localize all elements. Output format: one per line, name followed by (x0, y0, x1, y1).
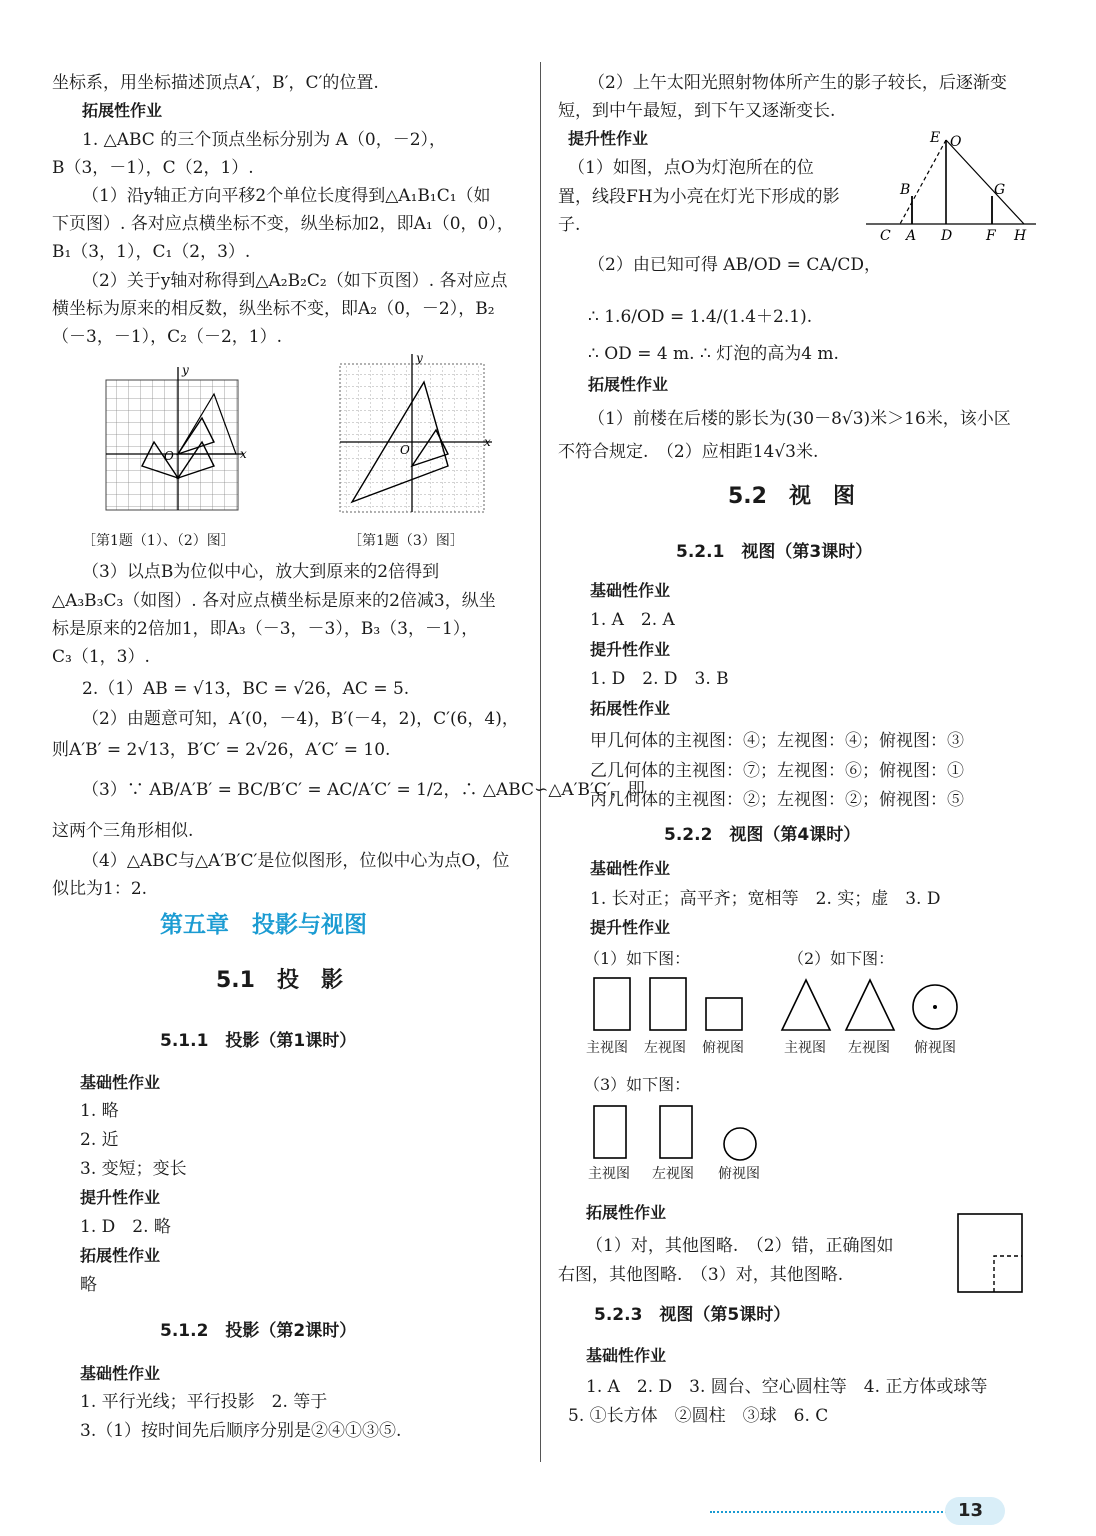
subsection-title: 5.2.3 视图（第5课时） (594, 1305, 791, 1325)
answer-line: 1. 平行光线；平行投影 2. 等于 (80, 1392, 328, 1412)
label-D: D (941, 228, 953, 244)
label-x: x (484, 435, 491, 449)
section-title: 5.1 投 影 (216, 968, 343, 993)
heading-improve: 提升性作业 (590, 640, 671, 659)
answer-line: 5. ①长方体 ②圆柱 ③球 6. C (568, 1406, 829, 1426)
answer-line: （2）如下图： (788, 949, 895, 968)
text-line: （4）△ABC与△A′B′C′是位似图形，位似中心为点O，位 (82, 851, 510, 871)
label-O: O (950, 134, 962, 150)
correct-view-figure (954, 1210, 1026, 1296)
text-line: （2）关于y轴对称得到△A₂B₂C₂（如下页图）. 各对应点 (82, 271, 508, 291)
answer-line: （1）对，其他图略. （2）错，正确图如 (586, 1236, 894, 1256)
grid-figure-1 (104, 362, 249, 512)
section-title: 5.2 视 图 (728, 484, 855, 509)
subsection-title: 5.2.2 视图（第4课时） (664, 825, 861, 845)
text-line: ∴ 1.6/OD = 1.4/(1.4＋2.1). (588, 307, 813, 327)
label-A: A (906, 228, 917, 244)
heading-basic: 基础性作业 (586, 1346, 667, 1365)
view-label: 主视图 (784, 1040, 826, 1056)
text-line: （1）如图，点O为灯泡所在的位 (568, 158, 814, 178)
answer-line: 1. A 2. D 3. 圆台、空心圆柱等 4. 正方体或球等 (586, 1377, 988, 1397)
answer-line: 1. D 2. 略 (80, 1217, 171, 1237)
text-line: 短，到中午最短，到下午又逐渐变长. (558, 101, 836, 121)
label-H: H (1014, 228, 1027, 244)
text-line: 这两个三角形相似. (52, 821, 194, 841)
text-line: （2）上午太阳光照射物体所产生的影子较长，后逐渐变 (588, 73, 1007, 93)
heading-improve: 提升性作业 (568, 129, 649, 148)
text-line: 不符合规定. （2）应相距14√3米. (558, 442, 819, 462)
text-line: 坐标系，用坐标描述顶点A′，B′，C′的位置. (52, 73, 379, 93)
label-G: G (994, 182, 1006, 198)
text-line: 横坐标为原来的相反数，纵坐标不变，即A₂（0，－2），B₂ (52, 299, 495, 319)
text-line: （3）以点B为位似中心，放大到原来的2倍得到 (82, 562, 440, 582)
figure-caption: ［第1题（3）图］ (348, 533, 464, 549)
text-line: ∴ OD = 4 m. ∴ 灯泡的高为4 m. (588, 344, 839, 364)
text-line: 似比为1：2. (52, 879, 148, 899)
text-line: 标是原来的2倍加1，即A₃（－3，－3），B₃（3，－1）， (52, 619, 479, 639)
text-line: （3）∵ AB/A′B′ = BC/B′C′ = AC/A′C′ = 1/2，∴ △ABC∽△A′B′C′，即 (82, 780, 645, 800)
subsection-title: 5.2.1 视图（第3课时） (676, 542, 873, 562)
answer-line: 3.（1）按时间先后顺序分别是②④①③⑤. (80, 1421, 402, 1441)
answer-line: 1. 略 (80, 1101, 119, 1121)
heading-basic: 基础性作业 (590, 859, 671, 878)
heading-extension: 拓展性作业 (590, 699, 671, 718)
lamp-shadow-diagram (866, 126, 1042, 244)
view-label: 俯视图 (914, 1040, 956, 1056)
text-line: C₃（1，3）. (52, 647, 150, 667)
label-F: F (986, 228, 996, 244)
answer-line: 1. 长对正；高平齐；宽相等 2. 实；虚 3. D (590, 889, 941, 909)
heading-basic: 基础性作业 (80, 1073, 161, 1092)
answer-line: 乙几何体的主视图：⑦；左视图：⑥；俯视图：① (590, 761, 964, 781)
text-line: 下页图）. 各对应点横坐标不变，纵坐标加2，即A₁（0，0）， (52, 214, 514, 234)
text-line: 子. (558, 215, 581, 235)
label-x: x (240, 447, 247, 461)
answer-line: 1. D 2. D 3. B (590, 669, 729, 689)
subsection-title: 5.1.1 投影（第1课时） (160, 1031, 357, 1051)
text-line: （2）由题意可知，A′(0，－4)，B′(－4，2)，C′(6，4)， (82, 709, 519, 729)
answer-line: 2. 近 (80, 1130, 119, 1150)
footer-dotted-line (710, 1511, 950, 1513)
label-B: B (900, 182, 911, 198)
view-label: 俯视图 (702, 1040, 744, 1056)
answer-line: 1. A 2. A (590, 610, 675, 630)
views-figure-3 (586, 1100, 786, 1162)
answer-line: 3. 变短；变长 (80, 1159, 187, 1179)
answer-line: 右图，其他图略. （3）对，其他图略. (558, 1265, 844, 1285)
label-O: O (164, 449, 174, 463)
text-line: 置，线段FH为小亮在灯光下形成的影 (558, 187, 840, 207)
view-label: 左视图 (644, 1040, 686, 1056)
text-line: B（3，－1），C（2，1）. (52, 158, 254, 178)
heading-basic: 基础性作业 (590, 581, 671, 600)
view-label: 主视图 (588, 1166, 630, 1182)
label-O: O (400, 443, 410, 457)
text-line: B₁（3，1），C₁（2，3）. (52, 242, 251, 262)
heading-extension: 拓展性作业 (82, 101, 163, 120)
heading-basic: 基础性作业 (80, 1364, 161, 1383)
view-label: 主视图 (586, 1040, 628, 1056)
view-label: 左视图 (652, 1166, 694, 1182)
label-y: y (416, 351, 423, 365)
answer-line: 略 (80, 1275, 97, 1295)
text-line: 2.（1）AB = √13，BC = √26，AC = 5. (82, 679, 410, 699)
views-figure-1-2 (586, 972, 966, 1036)
heading-extension: 拓展性作业 (588, 375, 669, 394)
view-label: 左视图 (848, 1040, 890, 1056)
text-line: 1. △ABC 的三个顶点坐标分别为 A（0，－2）， (82, 130, 447, 150)
grid-figure-2 (334, 350, 494, 515)
view-label: 俯视图 (718, 1166, 760, 1182)
answer-line: （1）如下图： (584, 949, 691, 968)
label-y: y (182, 363, 189, 377)
heading-extension: 拓展性作业 (80, 1246, 161, 1265)
chapter-title: 第五章 投影与视图 (160, 912, 367, 938)
heading-extension: 拓展性作业 (586, 1203, 667, 1222)
text-line: （2）由已知可得 AB/OD = CA/CD， (588, 255, 881, 275)
text-line: △A₃B₃C₃（如图）. 各对应点横坐标是原来的2倍减3，纵坐 (52, 591, 496, 611)
text-line: （1）沿y轴正方向平移2个单位长度得到△A₁B₁C₁（如 (82, 186, 491, 206)
text-line: （－3，－1），C₂（－2，1）. (52, 327, 282, 347)
answer-line: 甲几何体的主视图：④；左视图：④；俯视图：③ (590, 731, 964, 751)
answer-line: 丙几何体的主视图：②；左视图：②；俯视图：⑤ (590, 790, 964, 810)
column-divider (540, 62, 541, 1462)
answer-line: （3）如下图： (584, 1075, 691, 1094)
page-number: 13 (958, 1500, 984, 1521)
text-line: 则A′B′ = 2√13，B′C′ = 2√26，A′C′ = 10. (52, 740, 391, 760)
heading-improve: 提升性作业 (590, 918, 671, 937)
text-line: （1）前楼在后楼的影长为(30－8√3)米＞16米，该小区 (588, 409, 1011, 429)
figure-caption: ［第1题（1）、（2）图］ (82, 533, 235, 549)
label-C: C (880, 228, 891, 244)
subsection-title: 5.1.2 投影（第2课时） (160, 1321, 357, 1341)
label-E: E (930, 130, 941, 146)
heading-improve: 提升性作业 (80, 1188, 161, 1207)
